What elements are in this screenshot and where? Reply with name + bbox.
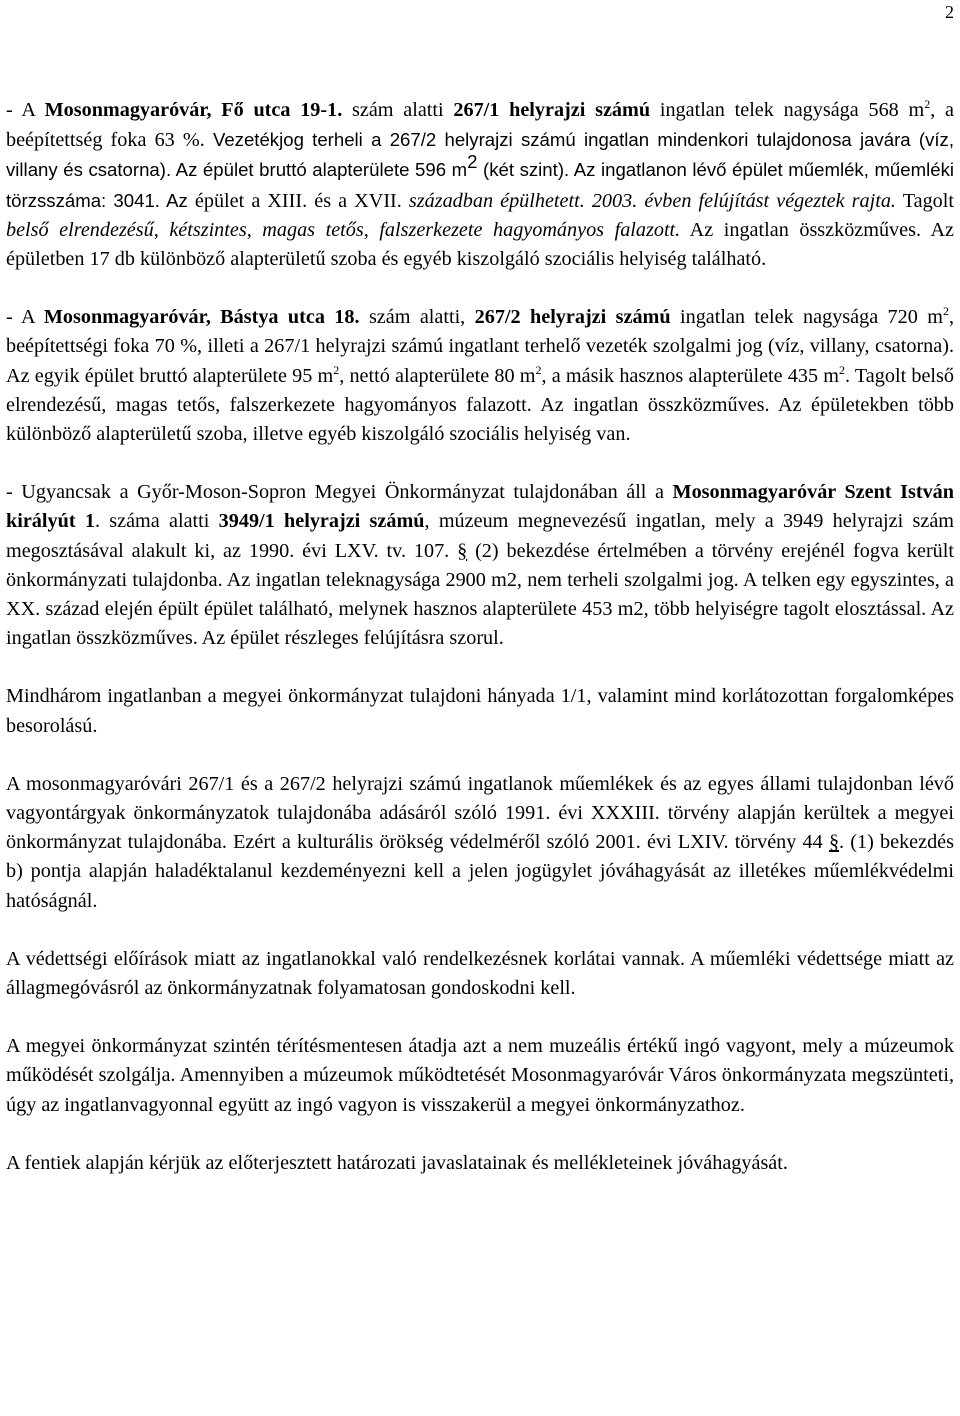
text-run: . száma alatti [94,510,219,533]
document-body [6,96,954,1207]
text-run: (2) bekezdése értelmében a törvény erejénél fogva került önkormányzati tulajdonba. Az ingatlan teleknagysága 2900 m2, nem terheli szolgalmi jog. A telken egy egyszintes, a XX. század elején épült épület található, melynek hasznos alapterülete 453 m2, több helyiségre tagolt elosztással. Az ingatlan összközműves. Az épület részleges felújításra szorul. [6,539,954,650]
text-run-italic: században épülhetett. 2003. évben felújítást végeztek rajta. [408,189,896,212]
lot-number-3949-1: 3949/1 helyrajzi számú [218,510,425,533]
paragraph-ownership-share: Mindhárom ingatlanban a megyei önkormányzat tulajdoni hányada 1/1, valamint mind korlátozottan forgalomképes besorolású. [6,685,954,737]
text-run: , múzeum megnevezésű ingatlan, mely a 3949 helyrajzi szám megosztásával alakult ki, az 1990. évi LXV. tv. 107. [6,510,955,562]
text-run: ingatlan telek nagysága 568 m [650,99,925,121]
address-szent-istvan-kiralyut: Mosonmagyaróvár Szent István királyút 1 [6,481,954,533]
text-run: , nettó alapterülete 80 m [339,364,536,387]
text-run: , beépítettségi foka 70 %, illeti a 267/1 helyrajzi számú ingatlant terhelő vezeték szolgalmi jog (víz, villany, csatorna). Az egyik épület bruttó alapterülete 95 m [6,306,954,387]
paragraph-legal-basis [6,770,954,916]
superscript: 2 [942,304,949,319]
address-fo-utca: Mosonmagyaróvár, Fő utca 19-1. [44,99,343,121]
text-run: , a másik hasznos alapterülete 435 m [541,364,839,387]
superscript: 2 [333,362,340,377]
lot-number-267-1: 267/1 helyrajzi számú [453,99,651,121]
text-run: A mosonmagyaróvári 267/1 és a 267/2 helyrajzi számú ingatlanok műemlékek és az egyes állami tulajdonban lévő vagyontárgyak önkormányzatok tulajdonába adásáról szóló 1991. évi XXXIII. törvény alapján kerültek a megyei önkormányzat tulajdonába. Ezért a kulturális örökség védelméről szóló 2001. évi LXIV. törvény 44 [6,772,954,854]
text-run: - A [6,306,44,329]
superscript: 2 [839,362,845,377]
superscript: 2 [535,362,542,377]
text-run: - Ugyancsak a Győr-Moson-Sopron Megyei Önkormányzat tulajdonában áll a [6,481,673,504]
text-run: Tagolt [895,189,954,212]
text-run: Az ingatlan összközműves. Az épületben 17 db különböző alapterületű szoba és egyéb kiszolgáló szociális helyiség található. [6,218,955,271]
paragraph-protection-rules: A védettségi előírások miatt az ingatlanokkal való rendelkezésnek korlátai vannak. A műemléki védettsége miatt az állagmegóvásról az önkormányzatnak folyamatosan gondoskodni kell. [6,947,954,1000]
page-number: 2 [945,2,954,22]
paragraph-fo-utca-property [6,96,954,274]
paragraph-request-approval: A fentiek alapján kérjük az előterjesztett határozati javaslatainak és mellékleteinek jóváhagyását. [6,1151,788,1174]
text-run-sans: (két szint). Az ingatlanon lévő épület műemlék, műemléki törzsszáma: 3041. Az [6,159,955,211]
text-run: - A [6,99,45,121]
address-bastya-utca: Mosonmagyaróvár, Bástya utca 18. [43,306,360,329]
text-run: , a beépítettség foka 63 %. [6,99,954,152]
paragraph-bastya-utca-property [6,303,954,449]
text-run: . Tagolt belső elrendezésű, magas tetős, falszerkezete hagyományos falazott. Az ingatlan összközműves. Az épületekben több különböző alapterületű szoba, illetve egyéb kiszolgáló szociális helyiség van. [6,364,954,446]
section-sign: § [828,831,840,854]
paragraph-museum-property [6,478,954,653]
superscript: 2 [924,97,931,111]
superscript: 2 [467,151,478,173]
lot-number-267-2: 267/2 helyrajzi számú [474,306,671,329]
text-run: ingatlan telek nagysága 720 m [670,306,943,329]
paragraph-movable-assets: A megyei önkormányzat szintén térítésmentesen átadja azt a nem muzeális értékű ingó vagyont, mely a múzeumok működését szolgálja. Amennyiben a múzeumok működtetését Mosonmagyaróvár Város önkormányzata megszünteti, úgy az ingatlanvagyonnal együtt az ingó vagyon is visszakerül a megyei önkormányzathoz. [6,1035,954,1116]
section-sign: § [457,539,468,562]
text-run: épület a XIII. és a XVII. [187,189,409,212]
text-run-italic: belső elrendezésű, kétszintes, magas tetős, falszerkezete hagyományos falazott. [6,218,681,241]
text-run: szám alatti, [359,306,475,329]
text-run: szám alatti [342,99,454,121]
text-run: . (1) bekezdés b) pontja alapján haladéktalanul kezdeményezni kell a jelen jogügylet jóváhagyását az illetékes műemlékvédelmi hatóságnál. [6,831,954,912]
text-run-sans: Vezetékjog terheli a 267/2 helyrajzi számú ingatlan mindenkori tulajdonosa javára (víz, villany és csatorna). Az épület bruttó alapterülete 596 m [6,129,954,181]
